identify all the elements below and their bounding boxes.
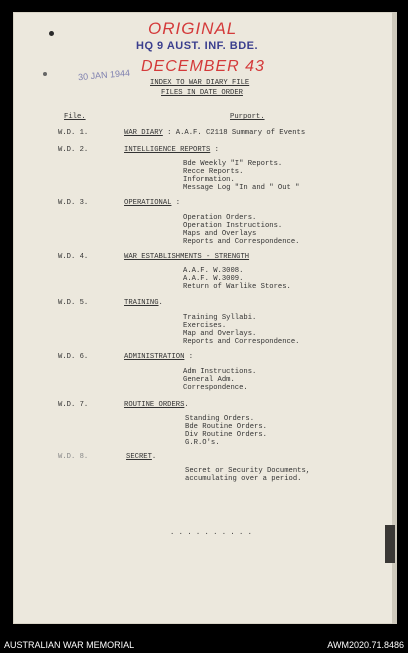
file-number: W.D. 5.	[58, 299, 89, 307]
closing-dots: . . . . . . . . . .	[170, 529, 252, 537]
purport-item: A.A.F. W.3009.	[183, 275, 244, 283]
entry-suffix: .	[184, 401, 189, 409]
entry-suffix: : A.A.F. C2118 Summary of Events	[162, 129, 306, 137]
purport-item: Secret or Security Documents,	[185, 467, 311, 475]
entry-suffix: :	[171, 199, 181, 207]
entry-heading-row	[124, 146, 219, 154]
file-number: W.D. 2.	[58, 146, 89, 154]
entry-heading-row	[124, 129, 305, 137]
purport-item: Reports and Correspondence.	[183, 338, 300, 346]
hq-stamp: HQ 9 AUST. INF. BDE.	[136, 40, 259, 52]
purport-item: Reports and Correspondence.	[183, 238, 300, 246]
purport-item: Bde Routine Orders.	[185, 423, 267, 431]
purport-item: Message Log "In and " Out "	[183, 184, 300, 192]
purport-item: Information.	[183, 176, 235, 184]
entry-heading: TRAINING	[124, 299, 159, 307]
purport-item: Div Routine Orders.	[185, 431, 267, 439]
entry-heading-row	[124, 353, 193, 361]
entry-heading-row	[126, 453, 156, 461]
purport-item: Bde Weekly "I" Reports.	[183, 160, 283, 168]
entry-heading: WAR DIARY	[124, 129, 163, 137]
column-purport: Purport.	[230, 113, 265, 121]
purport-item: General Adm.	[183, 376, 235, 384]
file-number: W.D. 1.	[58, 129, 89, 137]
purport-item: Adm Instructions.	[183, 368, 257, 376]
index-title: INDEX TO WAR DIARY FILE	[150, 79, 250, 87]
purport-item: Recce Reports.	[183, 168, 244, 176]
entry-heading: ROUTINE ORDERS	[124, 401, 185, 409]
purport-item: Maps and Overlays	[183, 230, 257, 238]
purport-item: Training Syllabi.	[183, 314, 257, 322]
purport-item: Correspondence.	[183, 384, 248, 392]
footer-credit: AUSTRALIAN WAR MEMORIAL	[4, 640, 135, 650]
month-stamp: DECEMBER 43	[141, 58, 265, 75]
binder-tab	[385, 525, 395, 563]
index-subtitle: FILES IN DATE ORDER	[161, 89, 243, 97]
entry-heading-row	[124, 299, 163, 307]
purport-item: Exercises.	[183, 322, 227, 330]
purport-item: Operation Instructions.	[183, 222, 283, 230]
entry-suffix: .	[151, 453, 157, 461]
file-number: W.D. 8.	[58, 453, 89, 461]
entry-suffix: :	[210, 146, 219, 154]
entry-heading-row	[124, 199, 180, 207]
column-file: File.	[64, 113, 86, 121]
purport-item: A.A.F. W.3008.	[183, 267, 244, 275]
entry-suffix: :	[184, 353, 194, 361]
original-stamp: ORIGINAL	[148, 19, 238, 38]
purport-item: Standing Orders.	[185, 415, 255, 423]
file-number: W.D. 6.	[58, 353, 89, 361]
purport-item: Return of Warlike Stores.	[183, 283, 291, 291]
entry-heading: INTELLIGENCE REPORTS	[124, 146, 211, 154]
punch-hole	[49, 31, 54, 36]
entry-suffix: .	[158, 299, 163, 307]
file-number: W.D. 4.	[58, 253, 89, 261]
entry-heading: SECRET	[126, 453, 152, 461]
entry-heading: WAR ESTABLISHMENTS - STRENGTH	[124, 253, 250, 261]
purport-item: Map and Overlays.	[183, 330, 257, 338]
entry-heading: OPERATIONAL	[124, 199, 172, 207]
purport-item: G.R.O's.	[185, 439, 220, 447]
punch-hole	[43, 72, 47, 76]
file-number: W.D. 7.	[58, 401, 89, 409]
entry-heading-row	[124, 253, 249, 261]
file-number: W.D. 3.	[58, 199, 89, 207]
footer-accession: AWM2020.71.8486	[327, 640, 404, 650]
entry-heading-row	[124, 401, 189, 409]
purport-item: Operation Orders.	[183, 214, 257, 222]
purport-item: accumulating over a period.	[185, 475, 302, 483]
date-received-stamp: 30 JAN 1944	[77, 67, 131, 83]
entry-heading: ADMINISTRATION	[124, 353, 185, 361]
